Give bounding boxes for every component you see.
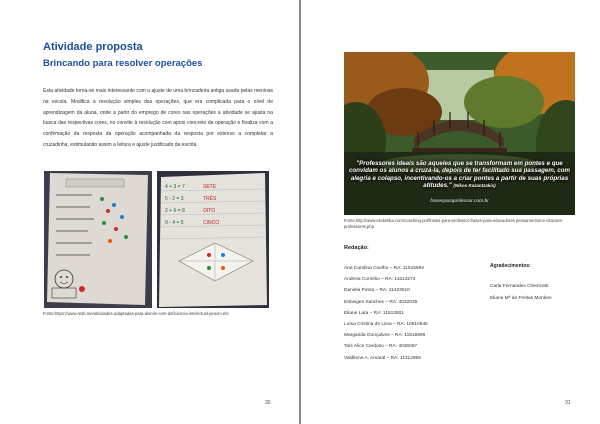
left-page — [0, 0, 299, 424]
list-item: Taís Alice Cardoso – RA: 4036067 — [344, 344, 418, 350]
quote-overlay — [346, 160, 573, 190]
list-item: Ana Carolina Coelho – RA: 11515994 — [344, 266, 424, 271]
right-page — [301, 0, 600, 424]
redacao-label: Redação: — [344, 245, 369, 251]
list-item: Eliane Mª de Freitas Monken — [490, 295, 552, 301]
quote-author: (Nikos Kazantzakis) — [453, 183, 496, 189]
watermark: frasesparaprofessor.com.br — [430, 199, 489, 204]
list-item: Eliane Lara – RA: 11513901 — [344, 310, 404, 316]
worksheet-photo-right — [157, 171, 269, 308]
list-item: Luísa Cristina de Lima – RA: 10810545 — [344, 322, 428, 328]
page-number-right: 31 — [565, 400, 571, 406]
agradecimentos-list — [490, 281, 552, 304]
svg-text:9 - 4 = 5: 9 - 4 = 5 — [165, 220, 184, 226]
svg-text:CINCO: CINCO — [203, 220, 220, 226]
svg-text:SETE: SETE — [203, 184, 217, 190]
section-title: Atividade proposta — [43, 41, 143, 53]
section-subtitle: Brincando para resolver operações — [43, 58, 203, 69]
svg-text:4 + 3 = 7: 4 + 3 = 7 — [165, 184, 185, 190]
left-photo-caption: Fonte:https://www.resb.me/atividades-adaptadas-para-alunos-com-deficiencia-intelectual-janeiro.ebi — [43, 311, 229, 316]
svg-text:2 + 6 = 8: 2 + 6 = 8 — [165, 208, 185, 214]
bridge-photo — [344, 52, 575, 215]
activity-paragraph: Esta atividade torna-se mais interessante com o ajuste de uma brincadeira antiga usada pelas meninas na escola. Modifica a resolução simples das operações, que era complicada para o nível de aprendizagem da aluna, onde a partir do emprego de cores nas operações a atividade se ajusta na busca das respectivas cores, no convite à resolução com apoio concreto da operação e finaliza com a confirmação da resposta da operação acompanhada da resposta por extenso a completar a cruzadinha, estimulando assim a leitura e ajuste justificado da escrita. — [43, 88, 273, 148]
svg-text:OITO: OITO — [203, 208, 216, 214]
right-photo-caption: Fonte:http://www.escketika.com/coaching-pnl/frases-para-professor-frases-para-educadores pensamentos-e-citacoes-professores.php — [344, 218, 564, 229]
redacao-list — [344, 263, 428, 364]
list-item: Margarida Gonçalves – RA: 11515996 — [344, 333, 426, 339]
worksheet-photo-left — [44, 171, 152, 308]
svg-text:5 - 2 = 3: 5 - 2 = 3 — [165, 196, 184, 202]
list-item: Daniela Pintra – RA: 11423010 — [344, 288, 410, 294]
page-number-left: 30 — [265, 400, 271, 406]
list-item: Valdilene A. Amaral – RA: 11312955 — [344, 355, 421, 361]
svg-text:TRÊS: TRÊS — [203, 196, 217, 202]
quote-text: "Professores ideais são aqueles que se transformam em pontes e que convidam os alunos a cruzá-la, depois de ter facilitado sua passagem, com alegria e colapso, incentivando-os a criar pontes a partir de suas próprias atitudes." — [348, 160, 571, 190]
list-item: Edneiges Sanches – RA: 4032035 — [344, 299, 418, 305]
list-item: Carla Fernandes Chiericatti — [490, 284, 549, 289]
list-item: Andreia Cornélio – RA: 11513274 — [344, 277, 416, 283]
agradecimentos-label: Agradecimentos: — [490, 263, 531, 269]
